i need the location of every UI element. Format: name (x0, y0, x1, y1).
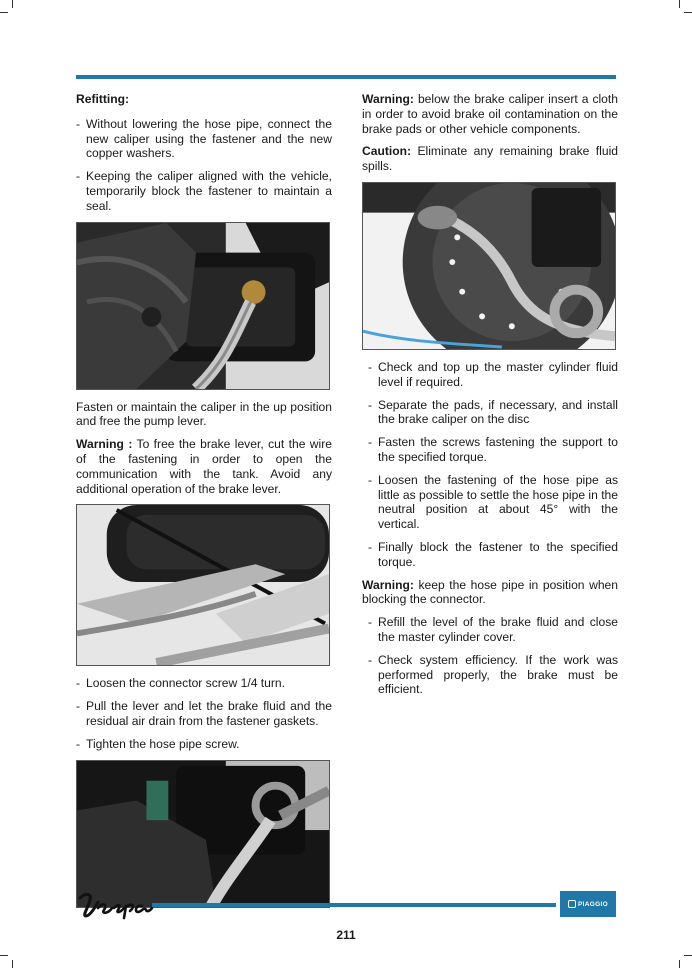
photo-brake-lever-wire (76, 504, 330, 666)
warning-text: below the brake caliper insert a cloth in order to avoid brake oil contamination on the brake pads or other vehicle components. (362, 92, 618, 136)
list-item: - Loosen the fastening of the hose pipe as little as possible to settle the hose pipe in the neutral position at about 45° with the vertical. (368, 473, 618, 532)
warning-text: To free the brake lever, cut the wire of the fastening in order to open the communication with the tank. Avoid any additional operation of the brake lever. (76, 437, 332, 496)
footer-rule (152, 903, 556, 907)
list-item: - Separate the pads, if necessary, and install the brake caliper on the disc (368, 398, 618, 428)
crop-mark (12, 0, 13, 8)
page-number: 211 (336, 928, 356, 942)
warning-paragraph (76, 437, 332, 496)
photo-brake-disc-caliper (362, 182, 616, 350)
crop-mark (0, 12, 8, 13)
list-item: - Pull the lever and let the brake fluid and the residual air drain from the fastener gaskets. (76, 699, 332, 729)
crop-mark (684, 955, 692, 956)
warning-paragraph (362, 578, 618, 608)
warning-label: Warning : (76, 437, 133, 452)
list-item: - Finally block the fastener to the specified torque. (368, 540, 618, 570)
list-item: - Check and top up the master cylinder fluid level if required. (368, 360, 618, 390)
crop-mark (0, 955, 8, 956)
steps-list (362, 615, 618, 697)
piaggio-logo (560, 891, 616, 917)
list-item: - Fasten the screws fastening the support to the specified torque. (368, 435, 618, 465)
caution-label: Caution: (362, 144, 412, 159)
photo-caliper-glove (76, 222, 330, 390)
header-rule (76, 75, 616, 79)
steps-list (76, 117, 332, 214)
warning-paragraph (362, 92, 618, 136)
right-column (362, 92, 618, 705)
list-item: - Tighten the hose pipe screw. (76, 737, 332, 752)
caution-text: Eliminate any remaining brake fluid spills. (362, 144, 618, 174)
paragraph: Fasten or maintain the caliper in the up position and free the pump lever. (76, 399, 332, 429)
list-item: - Keeping the caliper aligned with the vehicle, temporarily block the fastener to maintain a seal. (76, 169, 332, 213)
piaggio-emblem-icon (568, 900, 576, 908)
piaggio-label: PIAGGIO (578, 900, 608, 908)
list-item: - Without lowering the hose pipe, connect the new caliper using the fastener and the new copper washers. (76, 117, 332, 161)
warning-label: Warning: (362, 577, 414, 592)
section-heading: Refitting: (76, 92, 130, 106)
crop-mark (12, 960, 13, 968)
warning-label: Warning: (362, 92, 414, 106)
crop-mark (679, 0, 680, 8)
list-item: - Refill the level of the brake fluid and close the master cylinder cover. (368, 615, 618, 645)
vespa-logo (76, 886, 158, 920)
steps-list (76, 676, 332, 751)
crop-mark (684, 12, 692, 13)
left-column (76, 92, 332, 918)
list-item: - Loosen the connector screw 1/4 turn. (76, 676, 332, 691)
caution-paragraph (362, 144, 618, 174)
list-item: - Check system efficiency. If the work was performed properly, the brake must be efficient. (368, 653, 618, 697)
warning-text: keep the hose pipe in position when blocking the connector. (362, 577, 618, 607)
crop-mark (679, 960, 680, 968)
steps-list (362, 360, 618, 570)
